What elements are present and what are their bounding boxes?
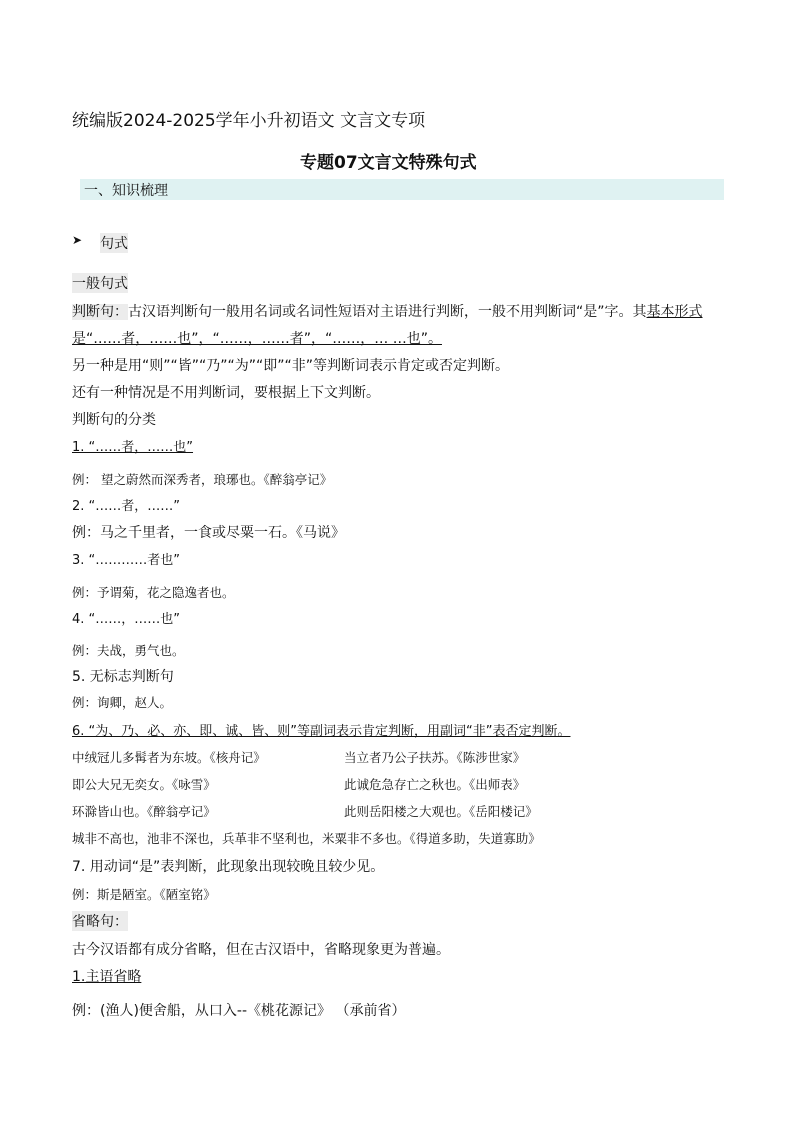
context-text: 还有一种情况是不用判断词，要根据上下文判断。 xyxy=(72,385,380,401)
judgment-line-1 xyxy=(72,301,703,321)
section-heading: 一、知识梳理 xyxy=(84,183,168,199)
document-title: 统编版2024-2025学年小升初语文 文言文专项 xyxy=(72,111,426,131)
basic-form-term: 基本形式 xyxy=(646,304,703,320)
type-6-label: 6. “为、乃、必、亦、即、诚、皆、则”等副词表示肯定判断，用副词“非”表否定判断。 xyxy=(72,724,571,739)
bullet-label: 句式 xyxy=(100,233,128,253)
type-6-example-left-1: 中绒冠儿多髯者为东坡。《核舟记》 xyxy=(72,750,266,765)
type-5-example: 例：询卿，赵人。 xyxy=(72,695,173,710)
omission-example-1: 例：(渔人)便舍船，从口入--《桃花源记》 （承前省） xyxy=(72,1003,406,1019)
type-3-example: 例：予谓菊，花之隐逸者也。 xyxy=(72,585,235,600)
type-2-label: 2. “……者，……” xyxy=(72,499,181,514)
other-kind-text: 另一种是用“则”“皆”“乃”“为”“即”“非”等判断词表示肯定或否定判断。 xyxy=(72,358,510,374)
omission-heading: 省略句： xyxy=(72,911,128,931)
type-4-example: 例：夫战，勇气也。 xyxy=(72,643,185,658)
arrow-bullet-icon: ➤ xyxy=(72,233,83,247)
general-heading: 一般句式 xyxy=(72,273,128,293)
type-6-example-left-2: 即公大兄无奕女。《咏雪》 xyxy=(72,777,216,792)
judgment-line-2: 是“……者，……也”，“……，……者”，“……，… …也”。 xyxy=(72,331,442,347)
type-7-example: 例：斯是陋室。《陋室铭》 xyxy=(72,887,216,902)
type-6-example-right-2: 此诚危急存亡之秋也。《出师表》 xyxy=(344,777,526,792)
judgment-text-1: 古汉语判断句一般用名词或名词性短语对主语进行判断，一般不用判断词“是”字。其 xyxy=(128,304,647,320)
type-2-example: 例：马之千里者，一食或尽粟一石。《马说》 xyxy=(72,525,345,541)
type-6-example-long: 城非不高也，池非不深也，兵革非不坚利也，米粟非不多也。《得道多助，失道寡助》 xyxy=(72,831,541,846)
type-3-label: 3. “…………者也” xyxy=(72,553,181,568)
type-6-example-right-3: 此则岳阳楼之大观也。《岳阳楼记》 xyxy=(344,804,538,819)
classification-heading: 判断句的分类 xyxy=(72,412,156,428)
type-4-label: 4. “……，……也” xyxy=(72,612,181,627)
judgment-label: 判断句： xyxy=(72,304,128,320)
topic-title: 专题07文言文特殊句式 xyxy=(300,153,477,173)
type-7-label: 7. 用动词“是”表判断，此现象出现较晚且较少见。 xyxy=(72,859,385,875)
type-6-example-left-3: 环滁皆山也。《醉翁亭记》 xyxy=(72,804,216,819)
omission-sub-1: 1.主语省略 xyxy=(72,969,142,985)
omission-intro: 古今汉语都有成分省略，但在古汉语中，省略现象更为普遍。 xyxy=(72,942,450,958)
type-6-example-right-1: 当立者乃公子扶苏。《陈涉世家》 xyxy=(344,750,526,765)
type-1-example: 例： 望之蔚然而深秀者，琅琊也。《醉翁亭记》 xyxy=(72,472,333,487)
type-5-label: 5. 无标志判断句 xyxy=(72,669,174,685)
type-1-label: 1. “……者，……也” xyxy=(72,440,194,455)
section-heading-bar xyxy=(80,179,724,200)
